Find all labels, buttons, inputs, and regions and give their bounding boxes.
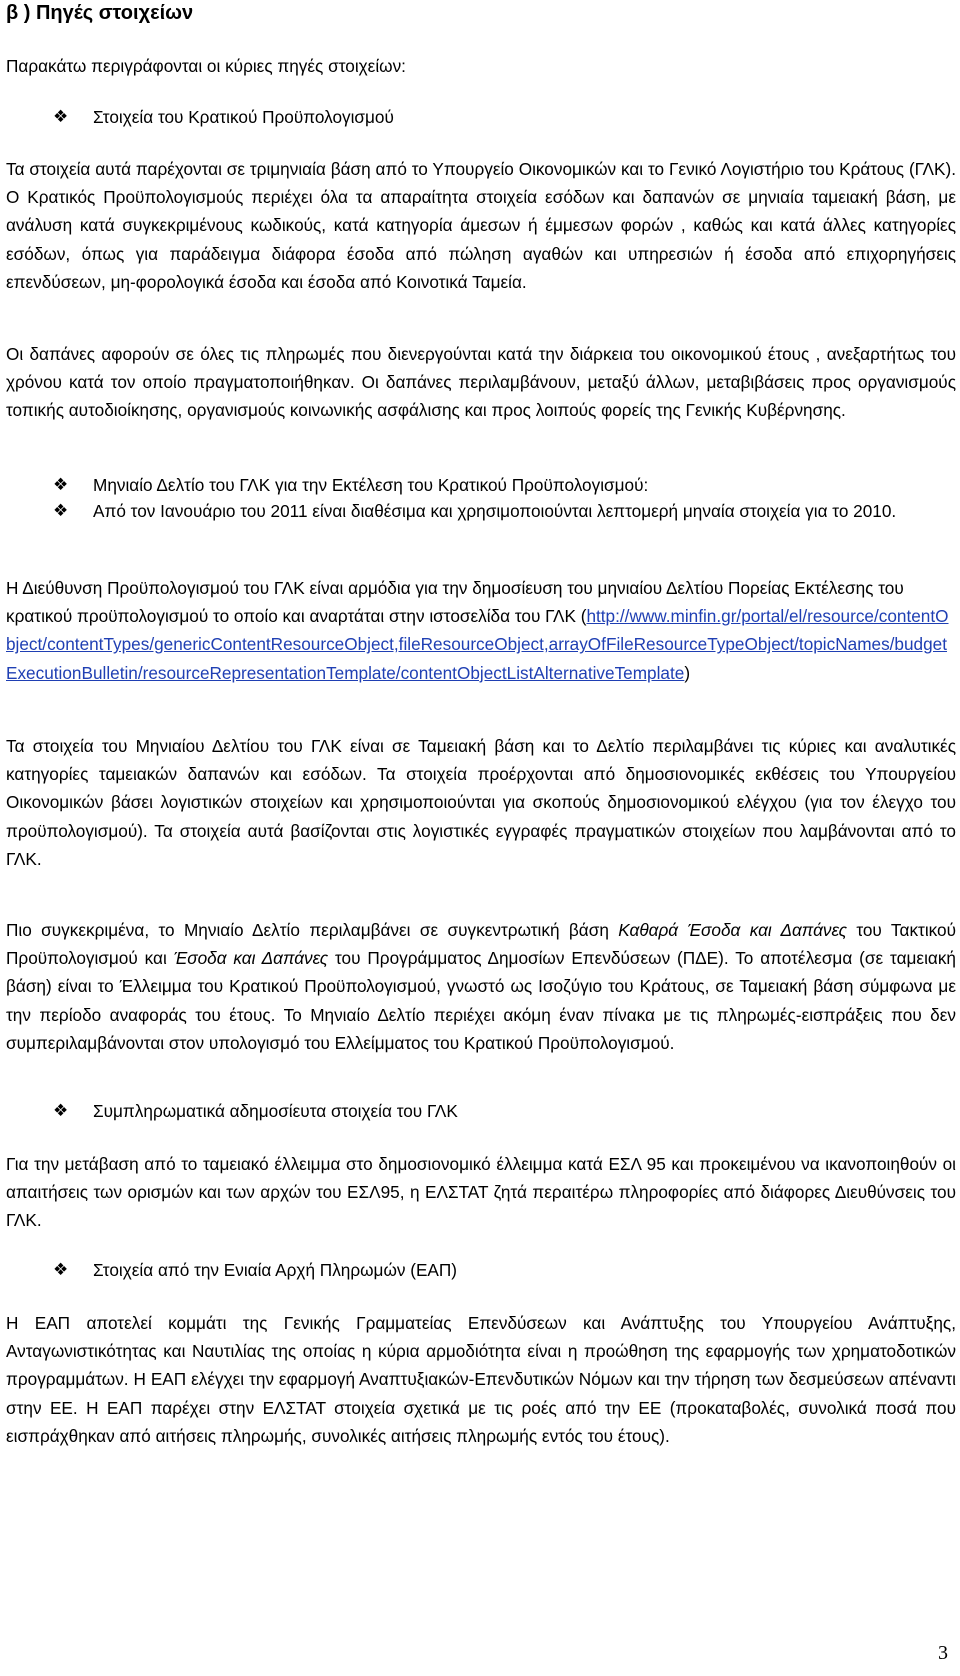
diamond-bullet-icon: ❖: [53, 1101, 69, 1121]
paragraph-text: Η Διεύθυνση Προϋπολογισμού του ΓΛΚ είναι αρμόδια για την δημοσίευση του μηνιαίου Δελτίου Πορείας Εκτέλεσης του κρατικού προϋπολογισμού το οποίο και αναρτάται στην ιστοσελίδα του ΓΛΚ (: [6, 578, 904, 627]
bullet-text: Στοιχεία του Κρατικού Προϋπολογισμού: [93, 107, 394, 127]
diamond-bullet-icon: ❖: [53, 501, 69, 521]
bullet-text: Από τον Ιανουάριο του 2011 είναι διαθέσιμα και χρησιμοποιούνται λεπτομερή μηναία στοιχεία για το 2010.: [93, 501, 897, 521]
paragraph-bulletin-data: Τα στοιχεία του Μηνιαίου Δελτίου του ΓΛΚ είναι σε Ταμειακή βάση και το Δελτίο περιλαμβάνει τις κύριες και αναλυτικές κατηγορίες ταμειακών δαπανών και εσόδων. Τα στοιχεία προέρχονται από δημοσιονομικές εκθέσεις του Υπουργείου Οικονομικών βάσει λογιστικών στοιχείων και χρησιμοποιούνται για σκοπούς δημοσιονομικού ελέγχου (για τον έλεγχο του προϋπολογισμού). Τα στοιχεία αυτά βασίζονται στις λογιστικές εγγραφές πραγματικών στοιχείων που λαμβάνονται από το ΓΛΚ.: [6, 736, 956, 869]
bullet-text: Συμπληρωματικά αδημοσίευτα στοιχεία του ΓΛΚ: [93, 1101, 458, 1121]
bullet-item-monthly-data: [53, 497, 956, 525]
bullet-item-monthly-bulletin: [53, 471, 956, 499]
bullet-item-eap: [53, 1256, 956, 1284]
section-heading: β ) Πηγές στοιχείων: [6, 2, 194, 24]
page-number: 3: [938, 1642, 948, 1664]
paragraph-text: του Προγράμματος Δημοσίων Επενδύσεων (ΠΔΕ). Το αποτέλεσμα (σε ταμειακή βάση) είναι το Έλλειμμα του Κρατικού Προϋπολογισμού, γνωστό ως Ισοζύγιο του Κράτους, σε Ταμειακή βάση σύμφωνα με την περίοδο αναφοράς του έτους. Το Μηνιαίο Δελτίο περιέχει ακόμη έναν πίνακα με τις πληρωμές-εισπράξεις που δεν συμπεριλαμβάνονται στον υπολογισμό του Ελλείμματος του Κρατικού Προϋπολογισμού.: [6, 948, 956, 1053]
emphasis-text: Έσοδα και Δαπάνες: [173, 948, 329, 969]
emphasis-text: Καθαρά Έσοδα και Δαπάνες: [618, 920, 847, 940]
paragraph-bulletin-detail: [6, 916, 956, 1057]
bullet-text: Μηνιαίο Δελτίο του ΓΛΚ για την Εκτέλεση του Κρατικού Προϋπολογισμού:: [93, 475, 649, 495]
diamond-bullet-icon: ❖: [53, 107, 69, 127]
paragraph-text-end: ): [684, 662, 691, 683]
paragraph-budget-data: Τα στοιχεία αυτά παρέχονται σε τριμηνιαία βάση από το Υπουργείο Οικονομικών και το Γενικό Λογιστήριο του Κράτους (ΓΛΚ). Ο Κρατικός Προϋπολογισμούς περιέχει όλα τα απαραίτητα στοιχεία εσόδων και δαπανών σε μηνιαία ταμειακή βάση, με ανάλυση κατά συγκεκριμένους κωδικούς, κατά κατηγορία άμεσων ή έμμεσων φορών , καθώς και κατά άλλες κατηγορίες εσόδων, όπως για παράδειγμα διάφορα έσοδα από πώληση αγαθών και υπηρεσιών ή έσοδα από επιχορηγήσεις επενδύσεων, μη-φορολογικά έσοδα και έσοδα από Κοινοτικά Ταμεία.: [6, 159, 956, 292]
paragraph-expenditures: Οι δαπάνες αφορούν σε όλες τις πληρωμές που διενεργούνται κατά την διάρκεια του οικονομικού έτους , ανεξαρτήτως του χρόνου κατά τον οποίο πραγματοποιήθηκαν. Οι δαπάνες περιλαμβάνουν, μεταξύ άλλων, μεταβιβάσεις προς οργανισμούς τοπικής αυτοδιοίκησης, οργανισμούς κοινωνικής ασφάλισης και προς λοιπούς φορείς της Γενικής Κυβέρνησης.: [6, 344, 956, 421]
bullet-item-budget: [53, 103, 956, 131]
bullet-item-supplementary: [53, 1097, 956, 1125]
paragraph-transition: Για την μετάβαση από το ταμειακό έλλειμμα στο δημοσιονομικό έλλειμμα κατά ΕΣΛ 95 και προκειμένου να ικανοποιηθούν οι απαιτήσεις των ορισμών και των αρχών του ΕΣΛ95, η ΕΛΣΤΑΤ ζητά περαιτέρω πληροφορίες από διάφορες Διευθύνσεις του ΓΛΚ.: [6, 1154, 956, 1231]
bullet-text: Στοιχεία από την Ενιαία Αρχή Πληρωμών (ΕΑΠ): [93, 1260, 458, 1280]
paragraph-eap: Η ΕΑΠ αποτελεί κομμάτι της Γενικής Γραμματείας Επενδύσεων και Ανάπτυξης του Υπουργείου Ανάπτυξης, Ανταγωνιστικότητας και Ναυτιλίας της οποίας η κύρια αρμοδιότητα είναι η προώθηση της εφαρμογής των χρηματοδοτικών προγραμμάτων. Η ΕΑΠ ελέγχει την εφαρμογή Αναπτυξιακών-Επενδυτικών Νόμων και την τήρηση των δεσμεύσεων απέναντι στην ΕΕ. Η ΕΑΠ παρέχει στην ΕΛΣΤΑΤ στοιχεία σχετικά με τις ροές από την ΕΕ (προκαταβολές, συνολικά ποσά που εισπράχθηκαν από αιτήσεις πληρωμής, συνολικές αιτήσεις πληρωμής εντός του έτους).: [6, 1313, 956, 1446]
diamond-bullet-icon: ❖: [53, 1260, 69, 1280]
paragraph-text: Πιο συγκεκριμένα, το Μηνιαίο Δελτίο περιλαμβάνει σε συγκεντρωτική βάση: [6, 920, 619, 940]
paragraph-text: του Τακτικού Προϋπολογισμού και: [6, 920, 956, 969]
paragraph-budget-directorate: [6, 574, 956, 687]
intro-paragraph: Παρακάτω περιγράφονται οι κύριες πηγές στοιχείων:: [6, 56, 406, 76]
minfin-link[interactable]: http://www.minfin.gr/portal/el/resource/contentObject/contentTypes/genericContentResourceObject,fileResourceObject,arrayOfFileResourceTypeObject/topicNames/budgetExecutionBulletin/resourceRepresentationTemplate/contentObjectListAlternativeTemplate: [6, 606, 949, 683]
diamond-bullet-icon: ❖: [53, 475, 69, 495]
